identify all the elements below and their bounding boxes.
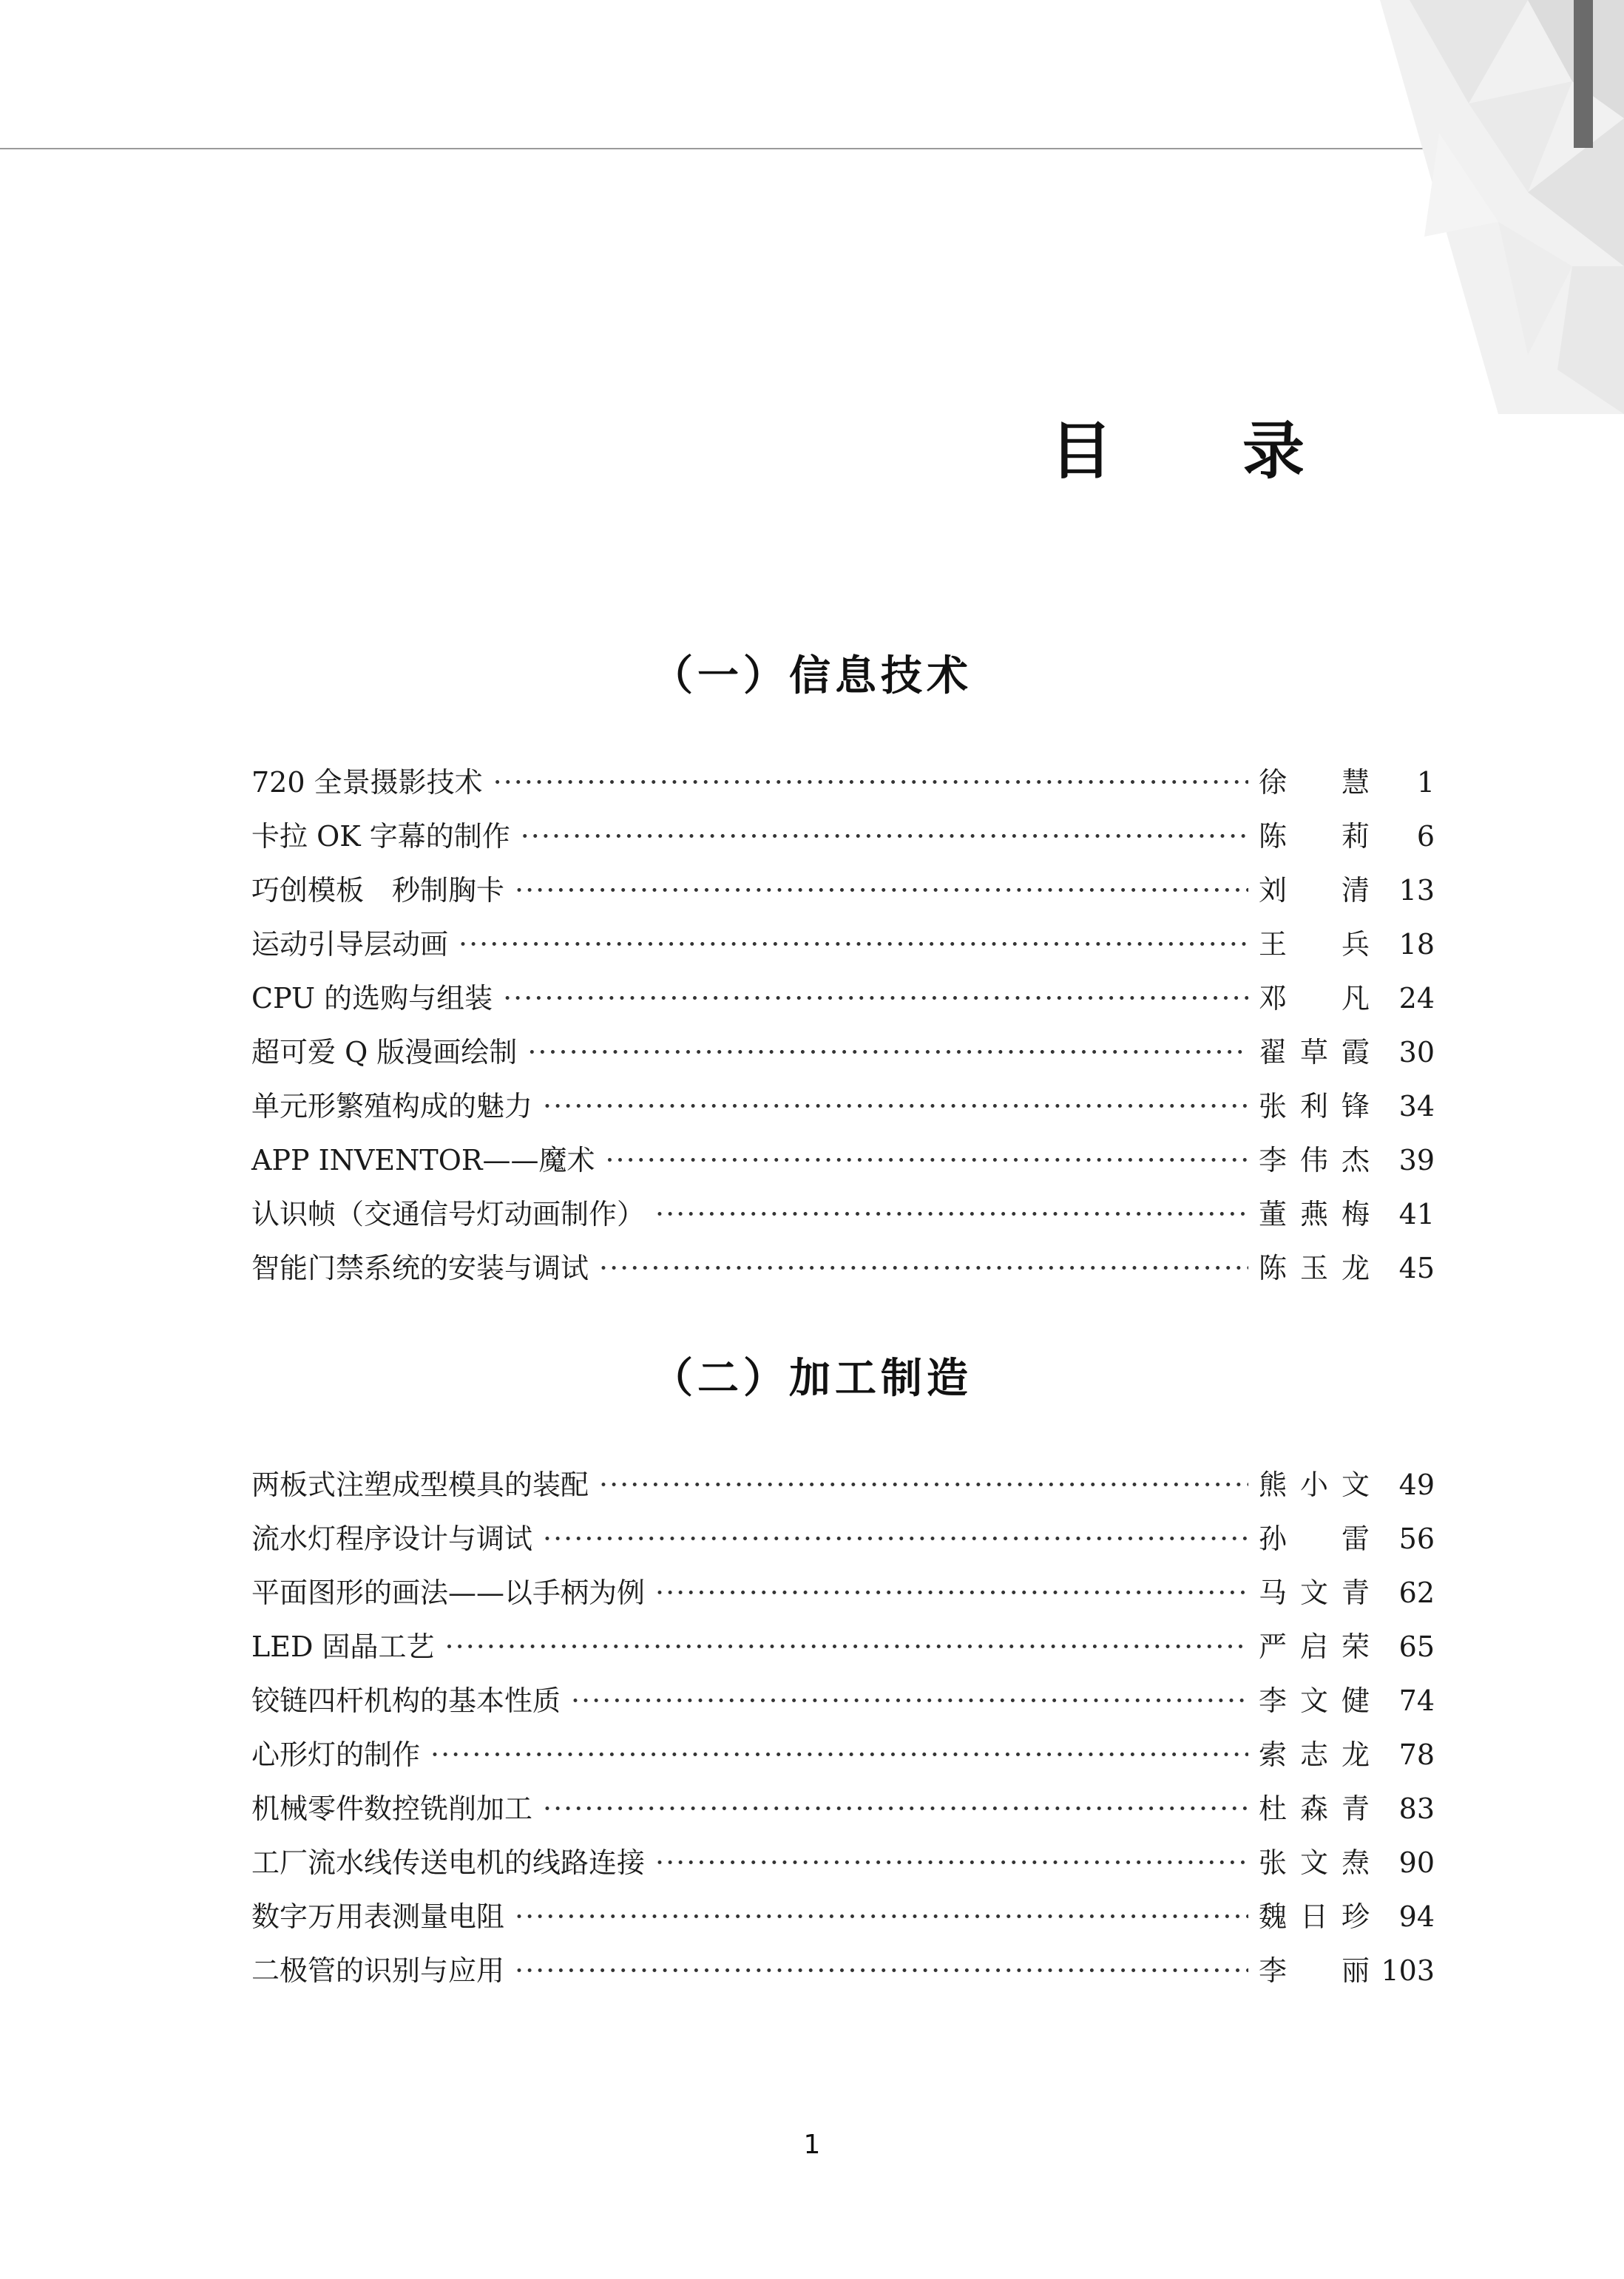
dot-leader <box>515 1890 1248 1944</box>
entry-title: 认识帧（交通信号灯动画制作） <box>251 1198 646 1230</box>
entry-title: 两板式注塑成型模具的装配 <box>251 1469 589 1501</box>
toc-entry[interactable] <box>251 1566 1435 1620</box>
entry-title: 心形灯的制作 <box>251 1738 421 1771</box>
dot-leader <box>430 1728 1248 1782</box>
toc-entry[interactable] <box>251 972 1435 1026</box>
entry-author: 马文青 <box>1259 1577 1370 1609</box>
section-heading: （一）信息技术 <box>652 652 972 700</box>
dot-leader <box>543 1512 1248 1566</box>
toc-entry[interactable] <box>251 1728 1435 1782</box>
toc-entry[interactable] <box>251 1134 1435 1188</box>
entry-title: 二极管的识别与应用 <box>251 1954 505 1987</box>
entry-page: 78 <box>1398 1738 1435 1771</box>
entry-title: 巧创模板 秒制胸卡 <box>251 874 505 907</box>
toc-entry[interactable] <box>251 1080 1435 1134</box>
entry-page: 65 <box>1398 1630 1435 1663</box>
header-rule <box>0 148 1546 149</box>
entry-page: 6 <box>1416 820 1435 853</box>
toc-section-2 <box>251 1458 1435 1998</box>
entry-title: 流水灯程序设计与调试 <box>251 1523 533 1555</box>
dot-leader <box>515 1944 1248 1998</box>
toc-entry[interactable] <box>251 1836 1435 1890</box>
entry-author: 李丽 <box>1259 1954 1370 1987</box>
entry-title: 卡拉 OK 字幕的制作 <box>251 820 510 853</box>
entry-title: 铰链四杆机构的基本性质 <box>251 1684 561 1717</box>
dot-leader <box>527 1026 1248 1080</box>
entry-page: 45 <box>1398 1252 1435 1284</box>
entry-author: 李文健 <box>1259 1684 1370 1717</box>
entry-title: CPU 的选购与组装 <box>251 982 493 1015</box>
toc-entry[interactable] <box>251 810 1435 864</box>
toc-entry[interactable] <box>251 1512 1435 1566</box>
dot-leader <box>459 918 1248 972</box>
entry-page: 62 <box>1398 1577 1435 1609</box>
entry-page: 56 <box>1398 1523 1435 1555</box>
toc-entry[interactable] <box>251 1782 1435 1836</box>
entry-author: 张文焘 <box>1259 1846 1370 1879</box>
toc-entry[interactable] <box>251 1242 1435 1296</box>
entry-author: 刘清 <box>1259 874 1370 907</box>
toc-entry[interactable] <box>251 1674 1435 1728</box>
entry-title: LED 固晶工艺 <box>251 1630 435 1663</box>
dot-leader <box>543 1080 1248 1134</box>
entry-page: 103 <box>1381 1954 1435 1987</box>
entry-page: 34 <box>1398 1090 1435 1122</box>
toc-entry[interactable] <box>251 1188 1435 1242</box>
entry-author: 张利锋 <box>1259 1090 1370 1122</box>
entry-author: 翟草霞 <box>1259 1036 1370 1069</box>
entry-author: 熊小文 <box>1259 1469 1370 1501</box>
entry-page: 1 <box>1416 766 1435 799</box>
page-title: 目录 <box>1049 415 1435 487</box>
entry-title: 超可爱 Q 版漫画绘制 <box>251 1036 518 1069</box>
dot-leader <box>493 756 1248 810</box>
entry-page: 13 <box>1398 874 1435 907</box>
toc-entry[interactable] <box>251 756 1435 810</box>
entry-title: 智能门禁系统的安装与调试 <box>251 1252 589 1284</box>
entry-author: 杜森青 <box>1259 1792 1370 1825</box>
entry-page: 24 <box>1398 982 1435 1015</box>
dot-leader <box>655 1566 1248 1620</box>
toc-entry[interactable] <box>251 864 1435 918</box>
entry-author: 陈莉 <box>1259 820 1370 853</box>
entry-author: 邓凡 <box>1259 982 1370 1015</box>
entry-title: 720 全景摄影技术 <box>251 766 483 799</box>
entry-page: 39 <box>1398 1144 1435 1176</box>
entry-page: 41 <box>1398 1198 1435 1230</box>
toc-entry[interactable] <box>251 1620 1435 1674</box>
entry-author: 董燕梅 <box>1259 1198 1370 1230</box>
entry-author: 严启荣 <box>1259 1630 1370 1663</box>
dot-leader <box>655 1188 1248 1242</box>
dot-leader <box>599 1242 1248 1296</box>
entry-title: 机械零件数控铣削加工 <box>251 1792 533 1825</box>
toc-section-1 <box>251 756 1435 1296</box>
page-number: 1 <box>803 2130 821 2160</box>
section-heading: （二）加工制造 <box>652 1355 972 1403</box>
toc-entry[interactable] <box>251 1890 1435 1944</box>
entry-author: 李伟杰 <box>1259 1144 1370 1176</box>
entry-title: APP INVENTOR——魔术 <box>251 1144 595 1176</box>
entry-author: 陈玉龙 <box>1259 1252 1370 1284</box>
entry-page: 49 <box>1398 1469 1435 1501</box>
entry-title: 平面图形的画法——以手柄为例 <box>251 1577 646 1609</box>
toc-entry[interactable] <box>251 1458 1435 1512</box>
dot-leader <box>543 1782 1248 1836</box>
entry-title: 运动引导层动画 <box>251 928 449 961</box>
entry-author: 索志龙 <box>1259 1738 1370 1771</box>
entry-page: 83 <box>1398 1792 1435 1825</box>
dot-leader <box>445 1620 1248 1674</box>
entry-page: 74 <box>1398 1684 1435 1717</box>
entry-author: 王兵 <box>1259 928 1370 961</box>
dot-leader <box>599 1458 1248 1512</box>
dot-leader <box>503 972 1248 1026</box>
toc-entry[interactable] <box>251 1944 1435 1998</box>
entry-author: 徐慧 <box>1259 766 1370 799</box>
dot-leader <box>521 810 1248 864</box>
entry-page: 94 <box>1398 1900 1435 1933</box>
corner-decoration <box>1380 0 1624 414</box>
entry-title: 单元形繁殖构成的魅力 <box>251 1090 533 1122</box>
entry-page: 90 <box>1398 1846 1435 1879</box>
dot-leader <box>605 1134 1248 1188</box>
entry-author: 孙雷 <box>1259 1523 1370 1555</box>
dot-leader <box>571 1674 1248 1728</box>
entry-page: 30 <box>1398 1036 1435 1069</box>
entry-author: 魏日珍 <box>1259 1900 1370 1933</box>
entry-page: 18 <box>1398 928 1435 961</box>
entry-title: 工厂流水线传送电机的线路连接 <box>251 1846 646 1879</box>
dot-leader <box>515 864 1248 918</box>
toc-entry[interactable] <box>251 1026 1435 1080</box>
dot-leader <box>655 1836 1248 1890</box>
entry-title: 数字万用表测量电阻 <box>251 1900 505 1933</box>
toc-entry[interactable] <box>251 918 1435 972</box>
